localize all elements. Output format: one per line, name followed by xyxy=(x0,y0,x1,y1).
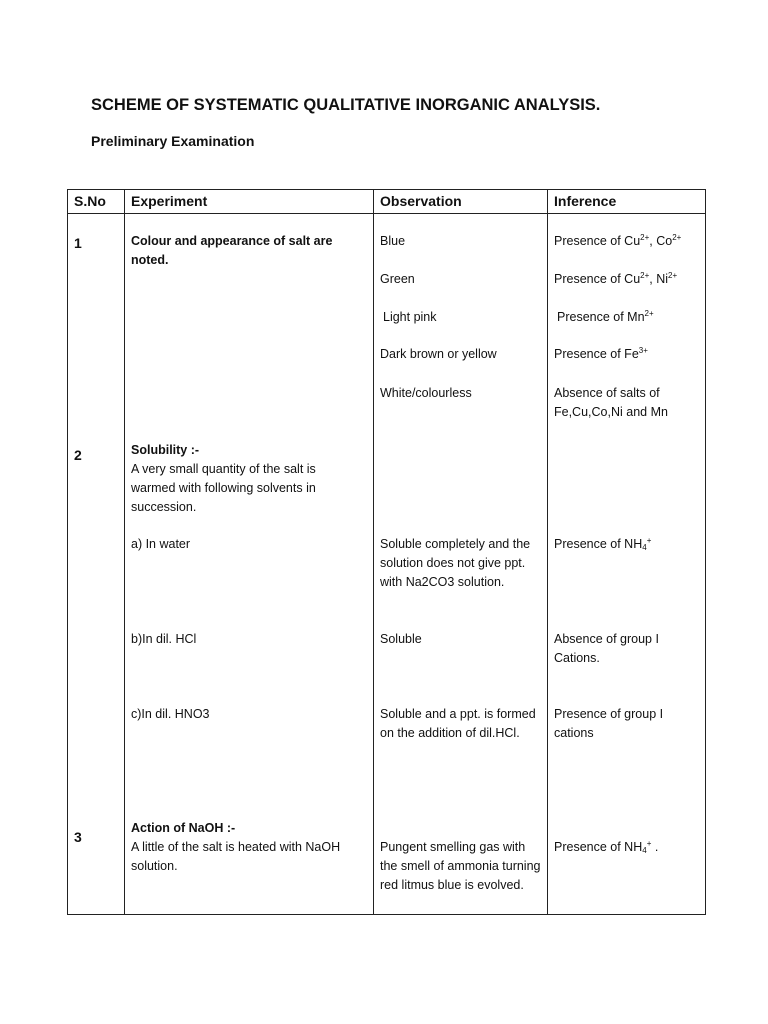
row-2b-observation: Soluble xyxy=(380,632,422,646)
header-divider xyxy=(68,213,705,214)
column-divider xyxy=(547,190,548,914)
row-1-inf-blue: Presence of $Cu^{2+}$, $Co^{2+}$ xyxy=(554,233,682,248)
row-1-inf-white: Absence of salts of Fe,Cu,Co,Ni and Mn xyxy=(554,386,668,419)
row-2c-inference: Presence of group I cations xyxy=(554,707,664,740)
row-2a-inference: Presence of $NH_4^+$ xyxy=(554,536,652,552)
row-2-sno: 2 xyxy=(74,447,82,463)
row-1-obs-green: Green xyxy=(380,272,415,286)
row-1-obs-white: White/colourless xyxy=(380,386,472,400)
header-inference: Inference xyxy=(554,193,617,209)
row-3-experiment: A little of the salt is heated with NaOH solution. xyxy=(131,840,341,873)
column-divider xyxy=(124,190,125,914)
header-sno: S.No xyxy=(74,193,106,209)
row-1-inf-pink: Presence of $Mn^{2+}$ xyxy=(557,309,654,324)
row-1-obs-blue: Blue xyxy=(380,234,406,248)
row-2a-experiment: a) In water xyxy=(131,537,191,551)
row-1-inf-brown: Presence of $Fe^{3+}$ xyxy=(554,346,648,361)
page-title: SCHEME OF SYSTEMATIC QUALITATIVE INORGANIC ANALYSIS. xyxy=(91,96,601,114)
column-divider xyxy=(373,190,374,914)
row-2b-experiment: b)In dil. HCl xyxy=(131,632,197,646)
header-observation: Observation xyxy=(380,193,462,209)
row-2-heading: Solubility :- xyxy=(131,443,200,457)
row-1-experiment: Colour and appearance of salt are noted. xyxy=(131,234,333,267)
section-subtitle: Preliminary Examination xyxy=(91,133,255,149)
row-2a-observation: Soluble completely and the solution does not give ppt. with Na2CO3 solution. xyxy=(380,537,531,589)
row-3-sno: 3 xyxy=(74,829,82,845)
row-2b-inference: Absence of group I Cations. xyxy=(554,632,659,665)
row-1-sno: 1 xyxy=(74,235,82,251)
row-1-inf-green: Presence of $Cu^{2+}$, $Ni^{2+}$ xyxy=(554,271,678,286)
row-1-obs-dark-brown: Dark brown or yellow xyxy=(380,347,497,361)
row-3-inference: Presence of $NH_4^+$ . xyxy=(554,839,659,855)
row-2-intro: A very small quantity of the salt is warmed with following solvents in succession. xyxy=(131,462,316,514)
row-2c-observation: Soluble and a ppt. is formed on the addition of dil.HCl. xyxy=(380,707,536,740)
analysis-table xyxy=(67,189,706,915)
row-1-obs-light-pink: Light pink xyxy=(383,310,437,324)
header-experiment: Experiment xyxy=(131,193,208,209)
row-3-heading: Action of NaOH :- xyxy=(131,821,236,835)
row-3-observation: Pungent smelling gas with the smell of ammonia turning red litmus blue is evolved. xyxy=(380,840,541,892)
row-2c-experiment: c)In dil. HNO3 xyxy=(131,707,210,721)
